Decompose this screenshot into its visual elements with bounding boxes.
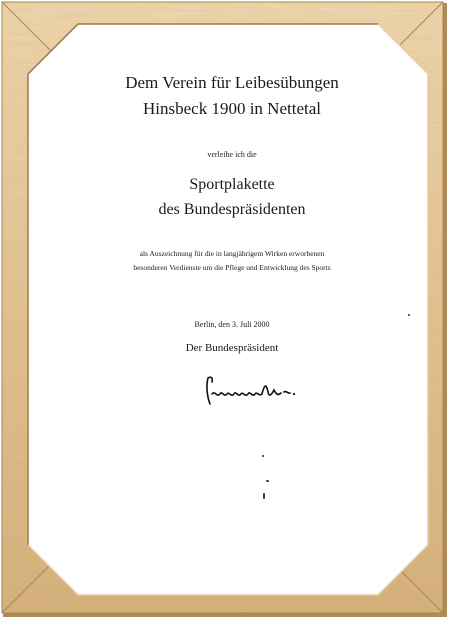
award-title-line-2: des Bundespräsidenten	[158, 201, 306, 218]
signer-title: Der Bundespräsident	[185, 342, 279, 354]
paper-speck	[263, 493, 265, 499]
intro-text: verleihe ich die	[207, 150, 257, 159]
paper-speck	[262, 455, 264, 457]
reason-line-1: als Auszeichnung für die in langjährigem Wirken erworbenen	[139, 249, 325, 258]
recipient-line-2: Hinsbeck 1900 in Nettetal	[143, 99, 321, 118]
award-title-line-1: Sportplakette	[189, 176, 275, 193]
place-date: Berlin, den 3. Juli 2000	[194, 320, 270, 329]
signature-image	[202, 372, 302, 408]
recipient-line-1: Dem Verein für Leibesübungen	[125, 73, 339, 92]
paper-speck	[266, 480, 269, 482]
paper-speck	[408, 314, 410, 316]
reason-line-2: besonderen Verdienste um die Pflege und Entwicklung des Sports	[133, 263, 331, 272]
